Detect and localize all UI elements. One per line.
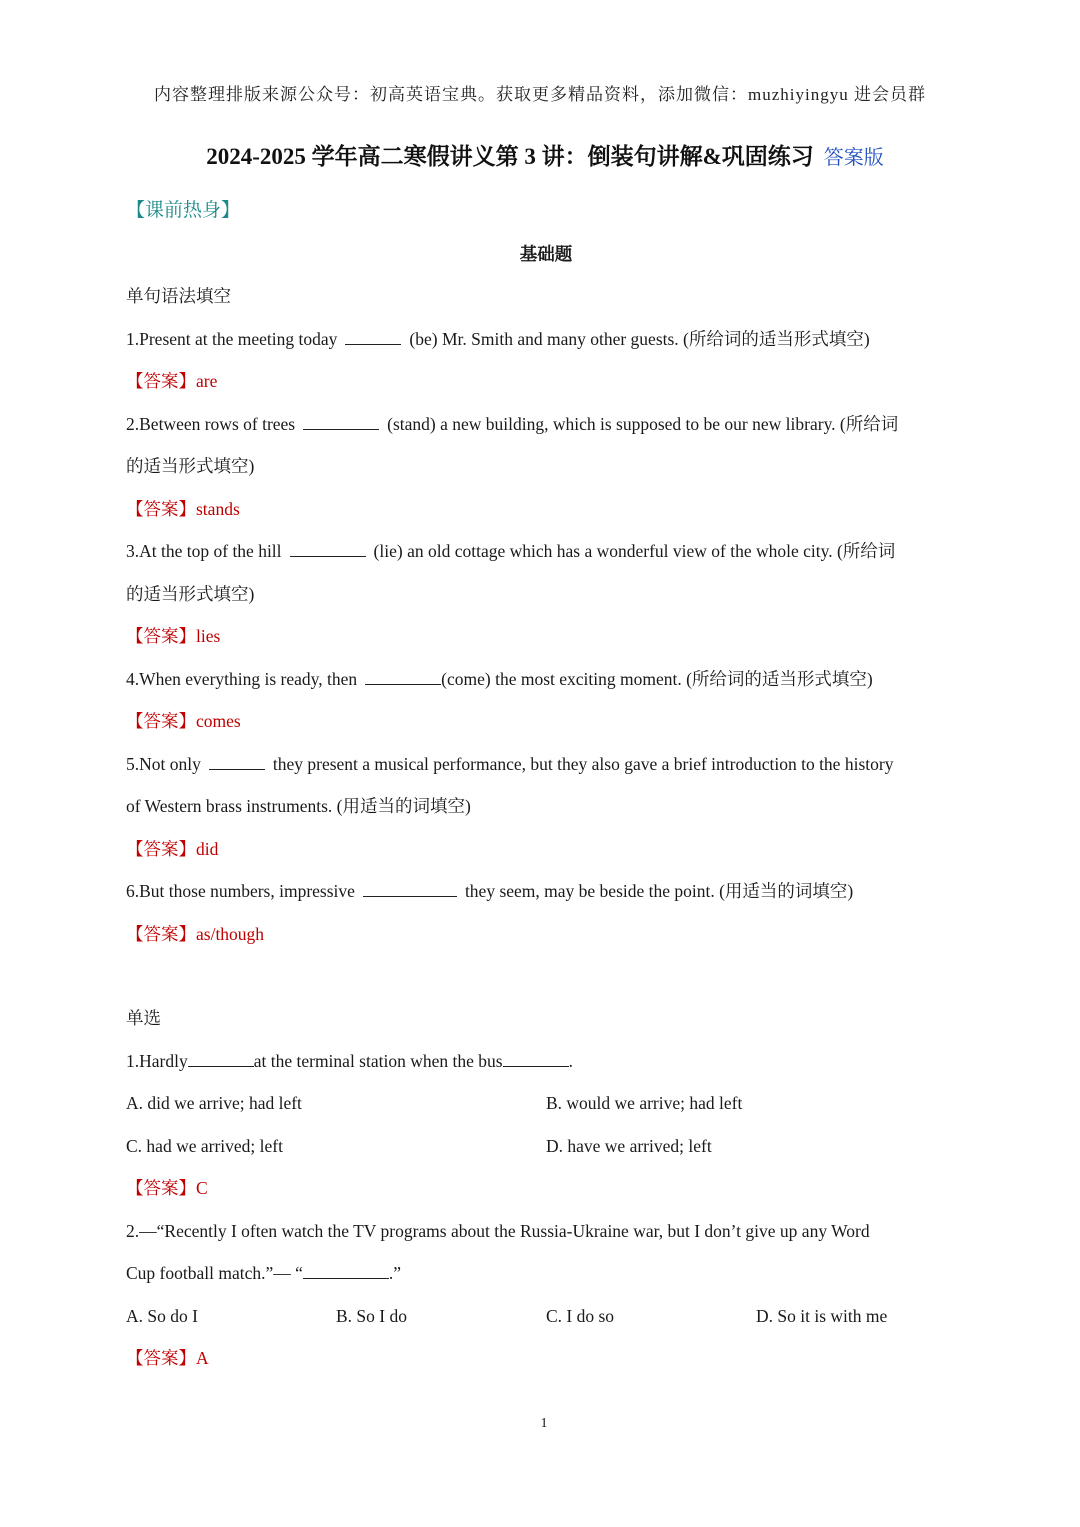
question-5-continued: of Western brass instruments. (用适当的词填空): [126, 796, 471, 816]
option-b: B. So I do: [336, 1305, 407, 1326]
part2-heading: 单选: [126, 1008, 161, 1028]
question-3-continued: 的适当形式填空): [126, 583, 255, 604]
option-d: D. So it is with me: [756, 1305, 888, 1326]
document-title: [0, 138, 1080, 171]
question-text: they seem, may be beside the point. (用适当的词填空): [464, 881, 854, 901]
question-6: [126, 870, 966, 913]
option-d: D. have we arrived; left: [546, 1135, 712, 1156]
question-text: 6.But those numbers, impressive: [126, 881, 355, 901]
answer-blank: [290, 538, 366, 557]
answer-blank: [209, 751, 265, 770]
page-number: 1: [540, 1416, 548, 1431]
mc-options-row: [126, 1082, 966, 1125]
answer-blank: [365, 666, 441, 685]
content-body: [126, 190, 966, 1380]
answer-2: 【答案】stands: [126, 498, 240, 519]
question-text: 3.At the top of the hill: [126, 541, 282, 561]
mc-answer-1: 【答案】C: [126, 1178, 208, 1198]
question-text: (come) the most exciting moment. (所给词的适当形式填空): [441, 668, 873, 689]
question-5: [126, 743, 966, 786]
question-text: (be) Mr. Smith and many other guests. (所给词的适当形式填空): [409, 328, 870, 349]
answer-6: 【答案】as/though: [126, 923, 265, 944]
subsection-title: 基础题: [519, 243, 573, 264]
question-text: 2.Between rows of trees: [126, 413, 296, 434]
answer-3: 【答案】lies: [126, 626, 221, 646]
question-2-continued: 的适当形式填空): [126, 456, 255, 476]
answer-5: 【答案】did: [126, 838, 219, 859]
question-text: they present a musical performance, but they also gave a brief introduction to the history: [272, 753, 894, 774]
question-text: 4.When everything is ready, then: [126, 668, 358, 689]
question-text: 5.Not only: [126, 753, 201, 774]
mc-options-row: [126, 1295, 966, 1338]
mc-question-2-continued: [126, 1252, 966, 1295]
mc-question-2: 2.—“Recently I often watch the TV programs about the Russia-Ukraine war, but I don’t give up any Word: [126, 1220, 870, 1241]
mc-answer-2: 【答案】A: [126, 1348, 209, 1368]
answer-blank: [303, 1260, 389, 1279]
option-a: A. So do I: [126, 1305, 198, 1326]
question-text: .: [568, 1050, 573, 1071]
question-3: [126, 530, 966, 573]
answer-1: 【答案】are: [126, 371, 218, 391]
mc-options-row: [126, 1125, 966, 1168]
question-1: [126, 318, 966, 361]
option-a: A. did we arrive; had left: [126, 1093, 302, 1113]
answer-blank: [345, 326, 401, 345]
option-c: C. had we arrived; left: [126, 1135, 283, 1156]
mc-question-1: [126, 1040, 966, 1083]
title-text: 2024-2025 学年高二寒假讲义第 3 讲：倒装句讲解&巩固练习: [206, 144, 814, 169]
answer-blank: [503, 1048, 569, 1067]
edition-label: 答案版: [823, 147, 884, 169]
question-text: at the terminal station when the bus: [253, 1050, 503, 1071]
answer-blank: [303, 411, 379, 430]
question-text: Cup football match.”— “: [126, 1263, 303, 1283]
answer-blank: [188, 1048, 254, 1067]
option-b: B. would we arrive; had left: [546, 1093, 743, 1113]
section-tag: 【课前热身】: [126, 200, 241, 221]
option-c: C. I do so: [546, 1305, 615, 1326]
answer-4: 【答案】comes: [126, 711, 241, 731]
answer-blank: [363, 878, 457, 897]
question-text: (lie) an old cottage which has a wonderful view of the whole city. (所给词: [373, 541, 896, 561]
question-4: [126, 658, 966, 701]
question-text: 1.Present at the meeting today: [126, 328, 338, 349]
question-2: [126, 403, 966, 446]
part1-heading: 单句语法填空: [126, 286, 231, 306]
question-text: 1.Hardly: [126, 1050, 188, 1071]
question-text: .”: [388, 1263, 402, 1283]
question-text: (stand) a new building, which is supposed to be our new library. (所给词: [387, 413, 899, 434]
header-note: 内容整理排版来源公众号：初高英语宝典。获取更多精品资料，添加微信：muzhiyingyu 进会员群: [154, 85, 926, 104]
